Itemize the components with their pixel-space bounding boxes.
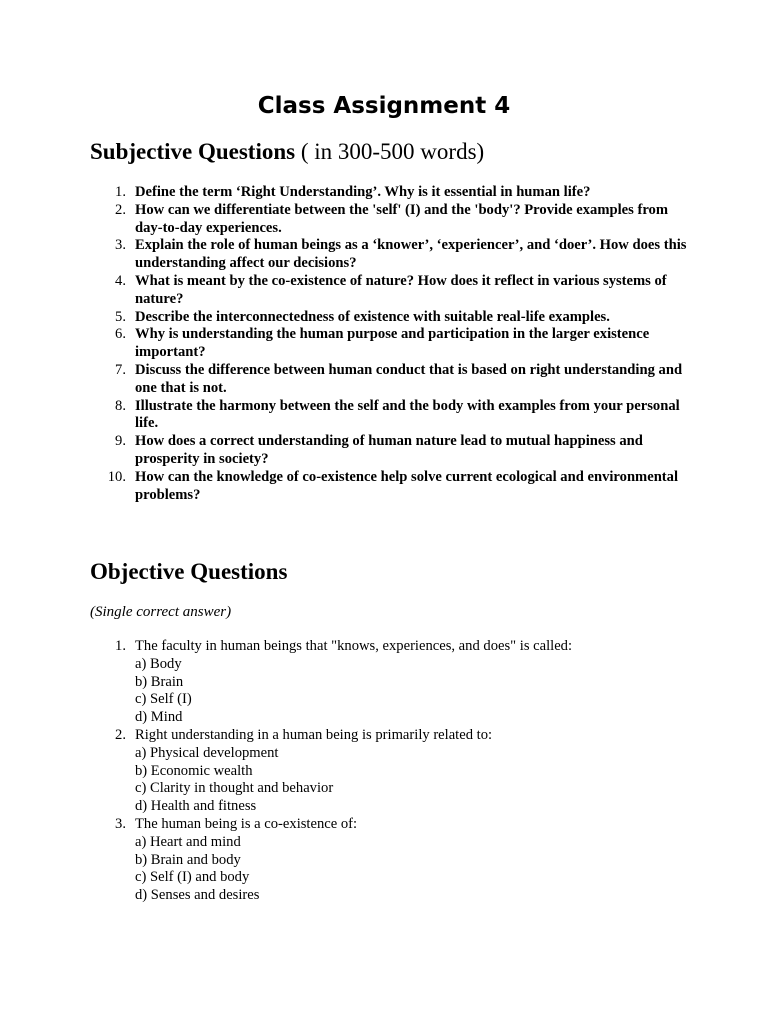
question-number: 6. xyxy=(115,326,126,343)
option-a: a) Heart and mind xyxy=(135,833,241,850)
subjective-question-list xyxy=(90,184,690,504)
objective-heading-label: Objective Questions xyxy=(90,559,288,584)
question-text: Describe the interconnectedness of existence with suitable real-life examples. xyxy=(135,308,610,325)
option-d: d) Health and fitness xyxy=(135,798,257,815)
question-number: 2. xyxy=(115,726,126,743)
question-number: 3. xyxy=(115,815,126,832)
question-text: Why is understanding the human purpose and participation in the larger existence important? xyxy=(135,326,650,361)
question-text: The faculty in human beings that "knows, experiences, and does" is called: xyxy=(135,638,573,654)
option-a: a) Body xyxy=(135,655,182,672)
question-number: 9. xyxy=(115,433,126,450)
option-d: d) Mind xyxy=(135,709,183,726)
question-number: 5. xyxy=(115,308,126,325)
subjective-heading-suffix: ( in 300-500 words) xyxy=(295,139,485,164)
objective-question-2 xyxy=(90,727,690,816)
question-number: 8. xyxy=(115,397,126,414)
question-number: 3. xyxy=(115,237,126,254)
subjective-question-8 xyxy=(90,398,690,434)
question-text: Right understanding in a human being is primarily related to: xyxy=(135,726,493,743)
subjective-question-3 xyxy=(90,237,690,273)
option-c: c) Self (I) and body xyxy=(135,869,250,886)
question-text: How can we differentiate between the 'self' (I) and the 'body'? Provide examples from day-to-day experiences. xyxy=(135,201,669,236)
subjective-heading-label: Subjective Questions xyxy=(90,139,296,164)
subjective-question-4 xyxy=(90,273,690,309)
question-text: The human being is a co-existence of: xyxy=(135,815,358,832)
question-text: Discuss the difference between human conduct that is based on right understanding and one that is not. xyxy=(135,361,683,396)
question-text: Define the term ‘Right Understanding’. Why is it essential in human life? xyxy=(135,184,591,200)
subjective-question-6 xyxy=(90,326,690,362)
subjective-question-10 xyxy=(90,469,690,505)
question-number: 7. xyxy=(115,361,126,378)
question-text: How can the knowledge of co-existence help solve current ecological and environmental problems? xyxy=(135,468,679,503)
objective-question-3 xyxy=(90,816,690,905)
subjective-question-5 xyxy=(90,309,690,327)
objective-question-1 xyxy=(90,638,690,727)
option-c: c) Self (I) xyxy=(135,691,192,708)
objective-heading xyxy=(90,557,287,587)
question-text: How does a correct understanding of human nature lead to mutual happiness and prosperity in society? xyxy=(135,433,643,467)
objective-question-list xyxy=(90,638,690,905)
question-number: 1. xyxy=(115,638,126,654)
option-d: d) Senses and desires xyxy=(135,887,260,904)
subjective-question-1 xyxy=(90,184,690,202)
question-number: 1. xyxy=(115,184,126,200)
question-text: Explain the role of human beings as a ‘knower’, ‘experiencer’, and ‘doer’. How does this understanding affect our decisions? xyxy=(135,237,687,272)
page-title: Class Assignment 4 xyxy=(257,93,511,119)
option-b: b) Brain xyxy=(135,673,184,690)
question-text: Illustrate the harmony between the self and the body with examples from your personal life. xyxy=(135,397,680,432)
subjective-question-9 xyxy=(90,433,690,469)
question-number: 2. xyxy=(115,201,126,218)
question-number: 10. xyxy=(107,468,126,485)
subjective-question-7 xyxy=(90,362,690,398)
question-number: 4. xyxy=(115,272,126,289)
question-text: What is meant by the co-existence of nature? How does it reflect in various systems of nature? xyxy=(135,272,667,307)
option-b: b) Economic wealth xyxy=(135,762,253,779)
subjective-question-2 xyxy=(90,202,690,238)
subjective-heading xyxy=(90,137,484,167)
objective-note: (Single correct answer) xyxy=(90,604,232,620)
option-c: c) Clarity in thought and behavior xyxy=(135,780,334,797)
option-a: a) Physical development xyxy=(135,744,279,761)
option-b: b) Brain and body xyxy=(135,851,241,868)
